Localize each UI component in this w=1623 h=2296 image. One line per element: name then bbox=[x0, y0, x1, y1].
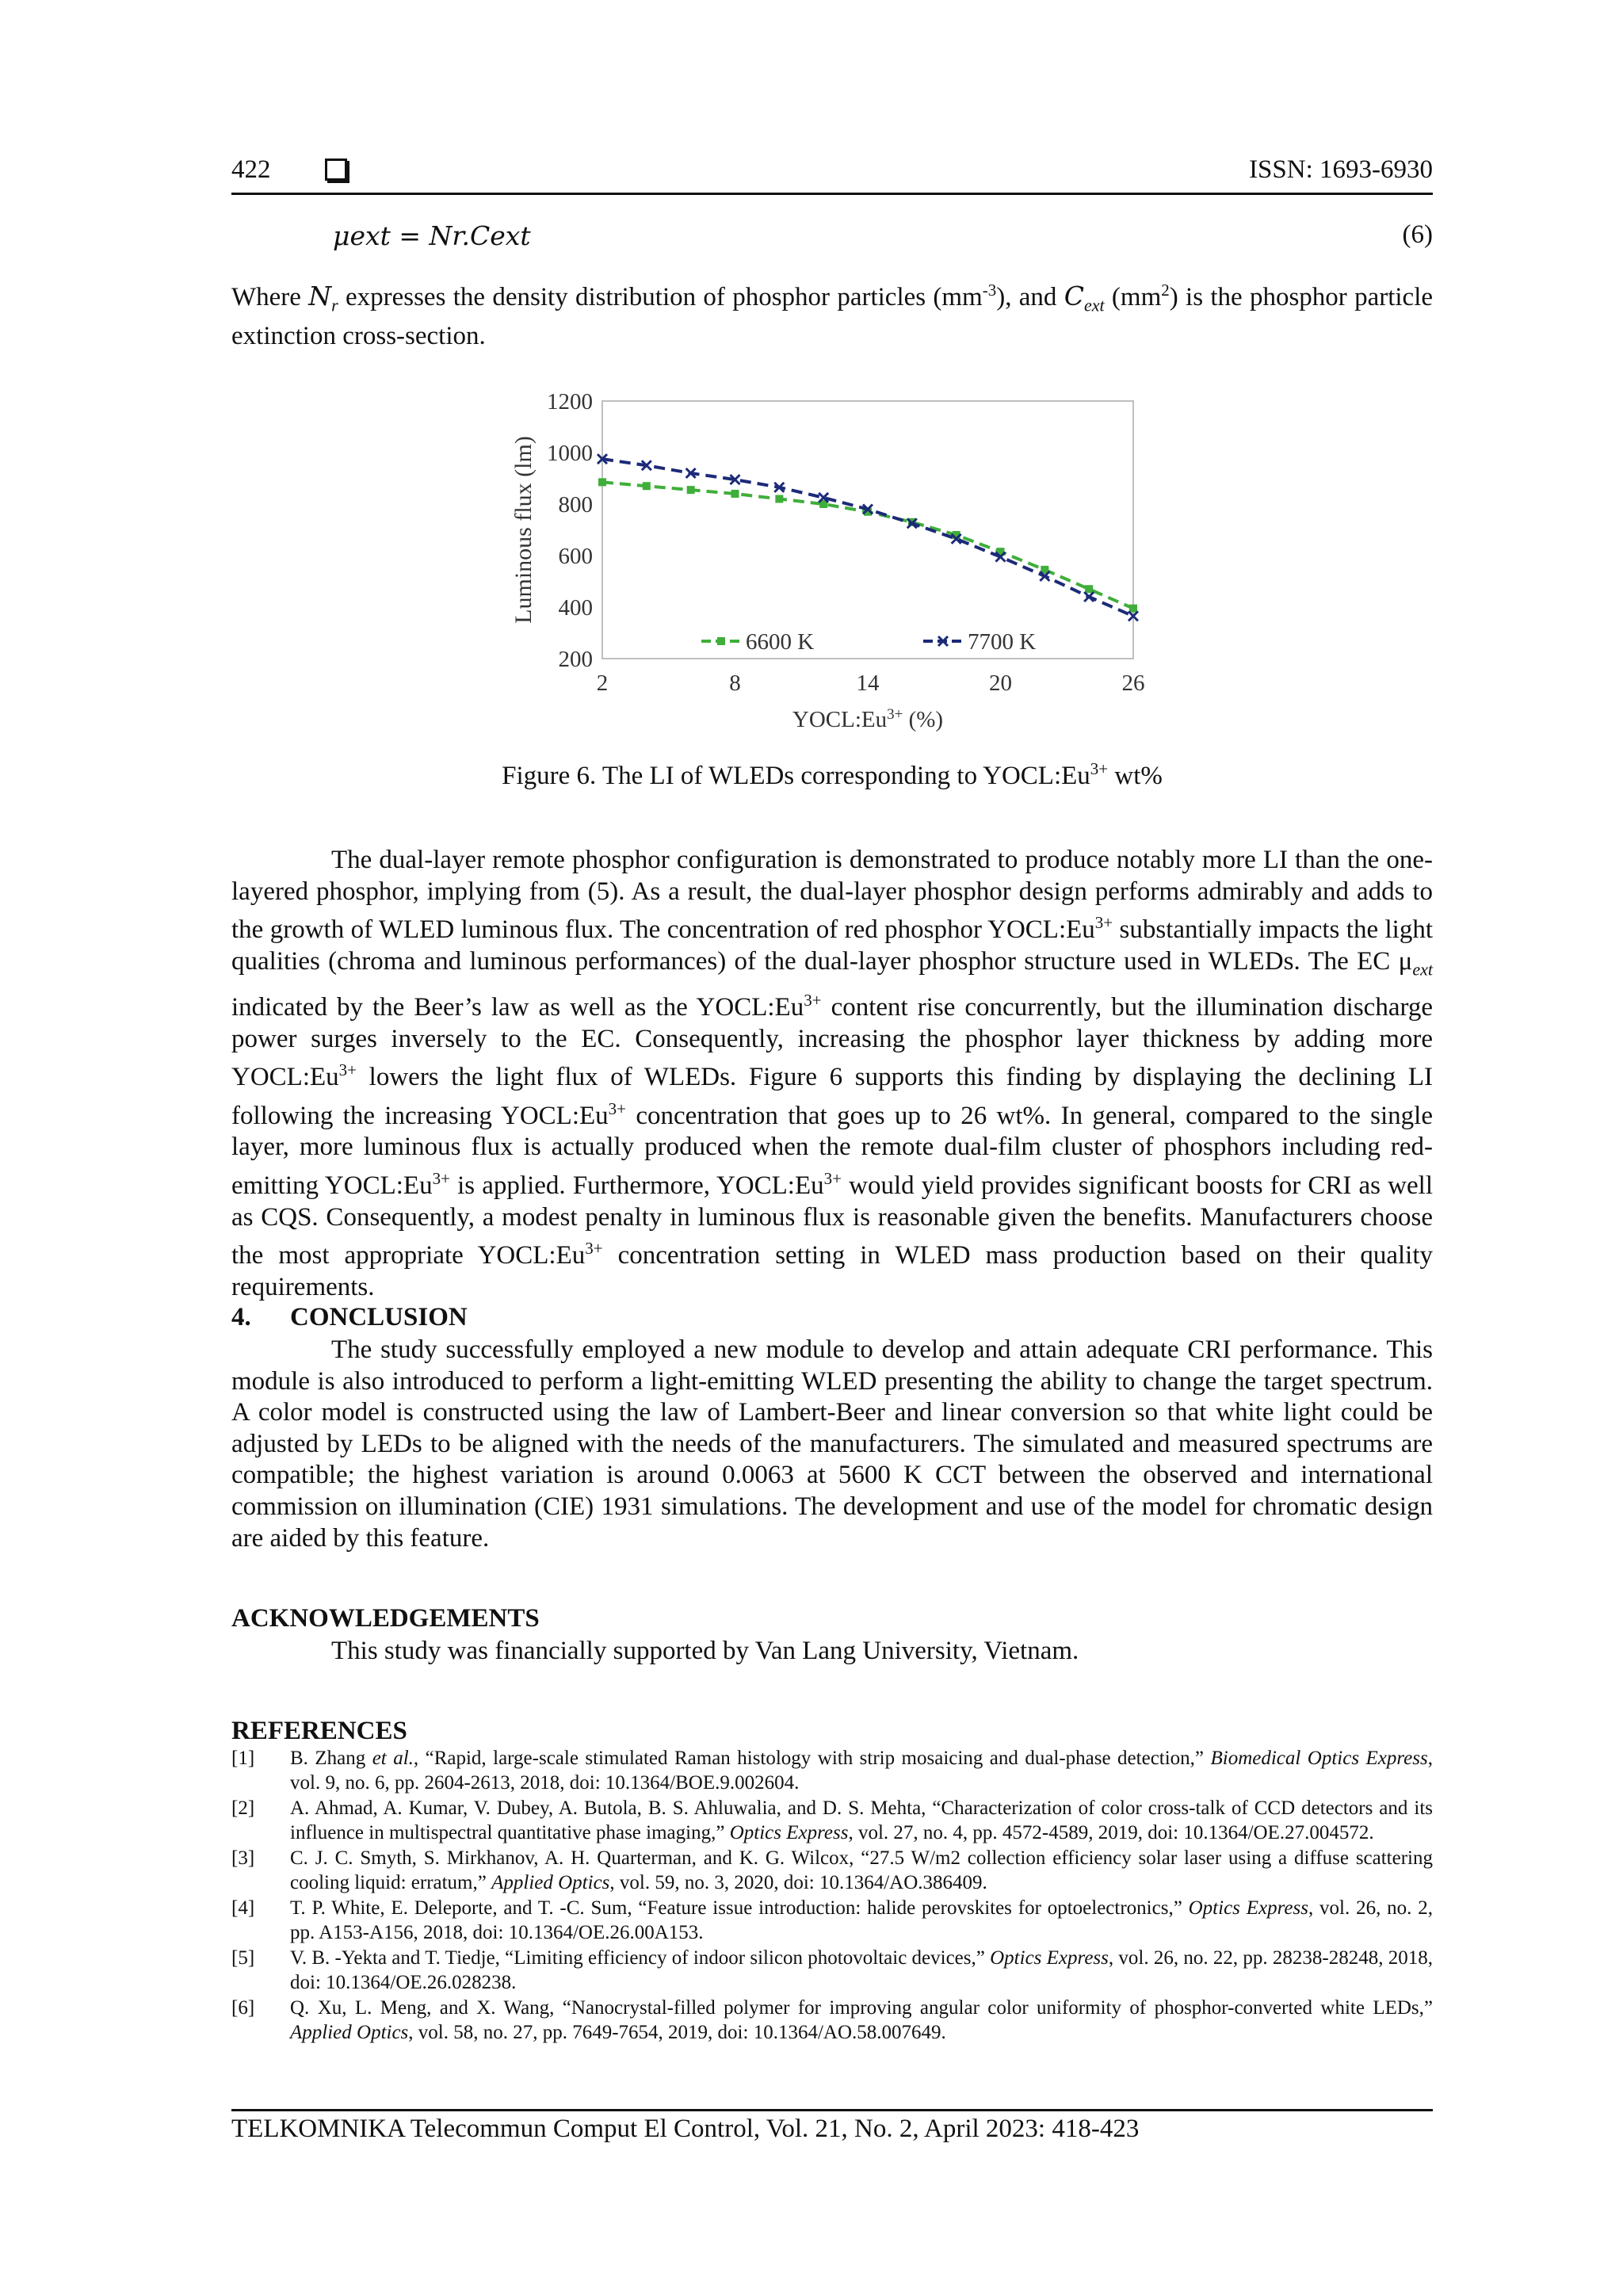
journal-footer: TELKOMNIKA Telecommun Comput El Control, Vol. 21, No. 2, April 2023: 418-423 bbox=[231, 2115, 1140, 2143]
equation-number: (6) bbox=[1402, 220, 1433, 249]
conclusion-heading: 4. CONCLUSION bbox=[231, 1303, 468, 1331]
reference-item: [3] C. J. C. Smyth, S. Mirkhanov, A. H. Quarterman, and K. G. Wilcox, “27.5 W/m2 collection efficiency solar laser using a diffuse scattering cooling liquid: erratum,” Applied Optics, vol. 59, no. 3, 2020, doi: 10.1364/AO.386409. bbox=[231, 1847, 1433, 1893]
references-heading: REFERENCES bbox=[231, 1717, 407, 1745]
legend-marker bbox=[717, 637, 725, 645]
running-header bbox=[231, 155, 1433, 193]
figure-caption: Figure 6. The LI of WLEDs corresponding to $YOCL:Eu^{3+}$ wt% bbox=[502, 759, 1163, 790]
reference-list bbox=[231, 1747, 1433, 2046]
legend-label: 7700 K bbox=[968, 629, 1037, 655]
data-point bbox=[598, 478, 606, 486]
reference-number: [5] bbox=[231, 1947, 255, 1969]
header-rule bbox=[231, 193, 1433, 195]
legend-label: 6600 K bbox=[746, 629, 815, 655]
luminous-flux-chart bbox=[483, 379, 1165, 743]
page-number: 422 bbox=[231, 155, 271, 184]
y-tick-label: 1200 bbox=[547, 389, 593, 415]
body-paragraph: The dual-layer remote phosphor configuration is demonstrated to produce notably more LI than the one-layered phosphor, implying from (5). As a result, the dual-layer phosphor design performs admirably and adds to the growth of WLED luminous flux. The concentration of red phosphor $YOCL:Eu^{3+}$ substantially impacts the light qualities (chroma and luminous performances) of the dual-layer phosphor structure used in WLEDs. The EC $\mu_{ext}$ indicated by the Beer’s law as well as the $YOCL:Eu^{3+}$ content rise concurrently, but the illumination discharge power surges inversely to the EC. Consequently, increasing the phosphor layer thickness by adding more $YOCL:Eu^{3+}$ lowers the light flux of WLEDs. Figure 6 supports this finding by displaying the declining LI following the increasing $YOCL:Eu^{3+}$ concentration that goes up to 26 wt%. In general, compared to the single layer, more luminous flux is actually produced when the remote dual-film cluster of phosphors including red-emitting $YOCL:Eu^{3+}$ is applied. Furthermore, $YOCL:Eu^{3+}$ would yield provides significant boosts for CRI as well as CQS. Consequently, a modest penalty in luminous flux is reasonable given the benefits. Manufacturers choose the most appropriate $YOCL:Eu^{3+}$ concentration setting in WLED mass production based on their quality requirements. bbox=[231, 846, 1434, 1301]
y-axis-label: Luminous flux (lm) bbox=[510, 436, 537, 624]
reference-item: [2] A. Ahmad, A. Kumar, V. Dubey, A. Butola, B. S. Ahluwalia, and D. S. Mehta, “Characterization of color cross-talk of CCD detectors and its influence in multispectral quantitative phase imaging,” Optics Express, vol. 27, no. 4, pp. 4572-4589, 2019, doi: 10.1364/OE.27.004572. bbox=[231, 1797, 1433, 1843]
reference-item: [6] Q. Xu, L. Meng, and X. Wang, “Nanocrystal-filled polymer for improving angular color uniformity of phosphor-converted white LEDs,” Applied Optics, vol. 58, no. 27, pp. 7649-7654, 2019, doi: 10.1364/AO.58.007649. bbox=[231, 1997, 1433, 2043]
reference-number: [3] bbox=[231, 1847, 255, 1869]
data-point bbox=[643, 482, 651, 490]
y-tick-label: 400 bbox=[558, 595, 593, 621]
reference-item: [5] V. B. -Yekta and T. Tiedje, “Limiting efficiency of indoor silicon photovoltaic devices,” Optics Express, vol. 26, no. 22, pp. 28238-28248, 2018, doi: 10.1364/OE.26.028238. bbox=[231, 1947, 1433, 1993]
data-point bbox=[775, 495, 783, 503]
plot-area bbox=[602, 401, 1133, 659]
reference-number: [2] bbox=[231, 1797, 255, 1819]
equation-6: μext = Nr.Cext bbox=[333, 220, 531, 251]
x-axis-label: $YOCL:Eu^{3+}$ (%) bbox=[792, 705, 944, 732]
x-tick-label: 2 bbox=[596, 670, 609, 696]
series-line-7700k bbox=[602, 459, 1133, 616]
data-point bbox=[687, 486, 695, 494]
y-tick-label: 200 bbox=[558, 647, 593, 672]
where-paragraph: Where $N_r$ expresses the density distribution of phosphor particles $(mm^{-3})$, and $C_{ext}$ $(mm^2)$ is the phosphor particle extinction cross-section. bbox=[231, 281, 1434, 351]
data-point bbox=[1085, 585, 1093, 593]
footer-rule bbox=[231, 2109, 1433, 2111]
y-tick-label: 600 bbox=[558, 544, 593, 569]
y-tick-label: 1000 bbox=[547, 441, 593, 466]
issn-label: ISSN: 1693-6930 bbox=[1249, 155, 1433, 184]
x-tick-label: 26 bbox=[1121, 670, 1145, 696]
x-tick-label: 14 bbox=[856, 670, 880, 696]
square-bullet-icon bbox=[325, 159, 347, 181]
reference-number: [6] bbox=[231, 1997, 255, 2019]
data-point bbox=[1129, 605, 1137, 613]
reference-item: [4] T. P. White, E. Deleporte, and T. -C. Sum, “Feature issue introduction: halide perovskites for optoelectronics,” Optics Express, vol. 26, no. 2, pp. A153-A156, 2018, doi: 10.1364/OE.26.00A153. bbox=[231, 1897, 1433, 1943]
reference-number: [1] bbox=[231, 1748, 255, 1769]
x-tick-label: 8 bbox=[729, 670, 741, 696]
acknowledgements-heading: ACKNOWLEDGEMENTS bbox=[231, 1604, 540, 1633]
acknowledgements-text: This study was financially supported by Van Lang University, Vietnam. bbox=[331, 1637, 1079, 1665]
reference-item: [1] B. Zhang et al., “Rapid, large-scale stimulated Raman histology with strip mosaicing and dual-phase detection,” Biomedical Optics Express, vol. 9, no. 6, pp. 2604-2613, 2018, doi: 10.1364/BOE.9.002604. bbox=[231, 1748, 1433, 1794]
series-line-6600k bbox=[602, 482, 1133, 608]
reference-number: [4] bbox=[231, 1897, 255, 1919]
data-point bbox=[731, 490, 739, 498]
x-tick-label: 20 bbox=[989, 670, 1012, 696]
conclusion-text: The study successfully employed a new module to develop and attain adequate CRI performance. This module is also introduced to perform a light-emitting WLED presenting the ability to change the target spectrum. A color model is constructed using the law of Lambert-Beer and linear conversion so that white light could be adjusted by LEDs to be aligned with the needs of the manufacturers. The simulated and measured spectrums are compatible; the highest variation is around 0.0063 at 5600 K CCT between the observed and international commission on illumination (CIE) 1931 simulations. The development and use of the model for chromatic design are aided by this feature. bbox=[231, 1335, 1433, 1553]
y-tick-label: 800 bbox=[558, 492, 593, 518]
